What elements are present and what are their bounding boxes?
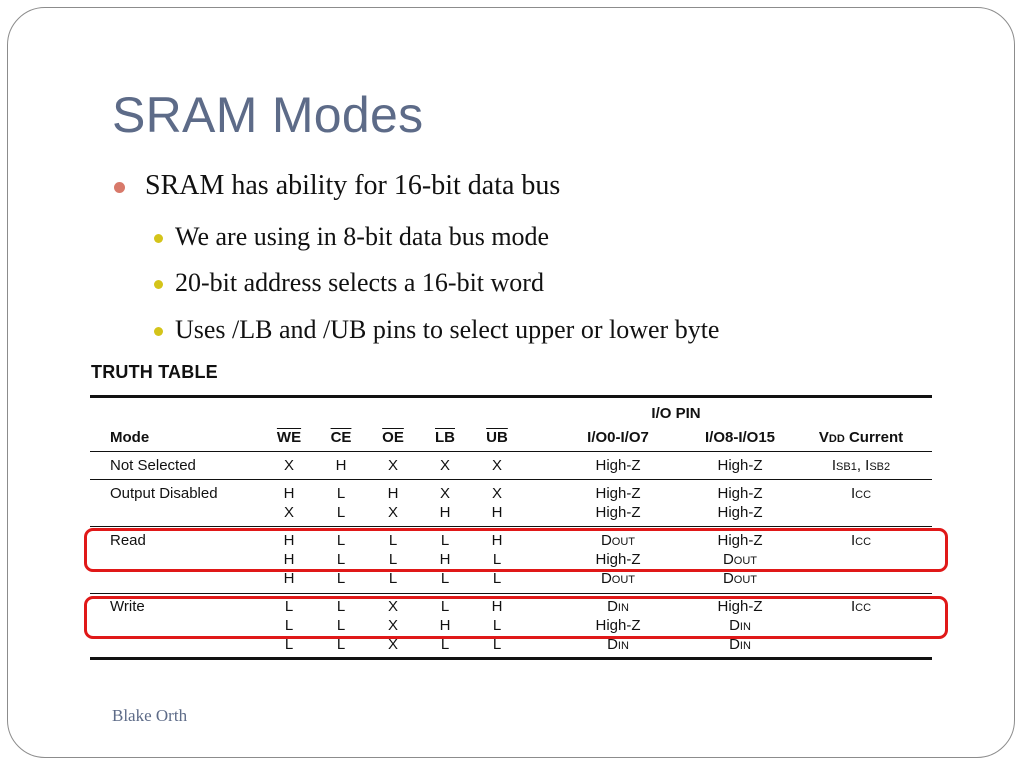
- cell-we: X: [283, 504, 295, 521]
- bullet-dot-icon: [114, 182, 125, 193]
- cell-lb: L: [440, 532, 450, 549]
- cell-current: ICC: [850, 598, 872, 615]
- cell-lb: L: [440, 598, 450, 615]
- sub-bullet: [175, 268, 544, 298]
- col-vdd-current: VDD Current: [818, 429, 904, 446]
- cell-lb: H: [439, 551, 451, 568]
- cell-io-high: DIN: [729, 617, 751, 634]
- table-row-rule: [90, 593, 932, 594]
- cell-oe: X: [387, 617, 399, 634]
- cell-ce: L: [336, 485, 346, 502]
- cell-we: H: [283, 570, 295, 587]
- cell-oe: X: [387, 504, 399, 521]
- sub-bullet-text: Uses /LB and /UB pins to select upper or lower byte: [175, 315, 720, 344]
- truth-table-heading: TRUTH TABLE: [91, 362, 218, 382]
- cell-ub: X: [491, 457, 503, 474]
- cell-oe: L: [388, 532, 398, 549]
- cell-ub: X: [491, 485, 503, 502]
- cell-current: ISB1, ISB2: [831, 457, 891, 474]
- col-lb: $\overline{LB}$: [435, 429, 455, 446]
- cell-lb: H: [439, 617, 451, 634]
- cell-oe: X: [387, 598, 399, 615]
- cell-lb: X: [439, 485, 451, 502]
- table-header-rule: [90, 451, 932, 452]
- cell-ub: H: [491, 598, 503, 615]
- cell-lb: X: [439, 457, 451, 474]
- cell-io-low: High-Z: [595, 457, 641, 474]
- table-row-rule: [90, 526, 932, 527]
- cell-we: H: [283, 485, 295, 502]
- cell-io-low: High-Z: [595, 504, 641, 521]
- bullet-main: [145, 170, 560, 202]
- cell-we: X: [283, 457, 295, 474]
- cell-ce: L: [336, 570, 346, 587]
- cell-ub: L: [492, 617, 502, 634]
- cell-we: L: [284, 598, 294, 615]
- cell-ce: L: [336, 504, 346, 521]
- mode-label: Output Disabled: [110, 485, 218, 502]
- cell-io-high: High-Z: [717, 485, 763, 502]
- cell-io-high: DOUT: [722, 570, 758, 587]
- sub-bullet: [175, 222, 549, 252]
- col-ub: $\overline{UB}$: [486, 429, 508, 446]
- col-io-low: I/O0-I/O7: [587, 429, 649, 446]
- table-top-rule: [90, 395, 932, 398]
- cell-io-low: DOUT: [600, 532, 636, 549]
- cell-io-low: High-Z: [595, 617, 641, 634]
- cell-io-high: High-Z: [717, 532, 763, 549]
- cell-oe: X: [387, 457, 399, 474]
- cell-ub: H: [491, 504, 503, 521]
- cell-we: H: [283, 551, 295, 568]
- cell-io-high: High-Z: [717, 457, 763, 474]
- cell-oe: L: [388, 551, 398, 568]
- cell-ce: L: [336, 532, 346, 549]
- read-highlight-box: [84, 528, 948, 572]
- cell-current: ICC: [850, 532, 872, 549]
- mode-label: Read: [110, 532, 146, 549]
- slide-title: SRAM Modes: [112, 87, 424, 143]
- io-pin-header: I/O PIN: [651, 405, 701, 422]
- col-mode: Mode: [110, 429, 150, 446]
- cell-io-high: High-Z: [717, 598, 763, 615]
- col-io-high: I/O8-I/O15: [704, 429, 776, 446]
- cell-io-high: High-Z: [717, 504, 763, 521]
- cell-oe: X: [387, 636, 399, 653]
- cell-lb: L: [440, 570, 450, 587]
- cell-ce: L: [336, 598, 346, 615]
- sub-bullet-text: We are using in 8-bit data bus mode: [175, 222, 550, 251]
- cell-io-low: DIN: [607, 636, 629, 653]
- cell-ub: H: [491, 532, 503, 549]
- cell-io-high: DOUT: [722, 551, 758, 568]
- mode-label: Write: [110, 598, 145, 615]
- cell-current: ICC: [850, 485, 872, 502]
- cell-oe: L: [388, 570, 398, 587]
- col-oe: $\overline{OE}$: [382, 429, 404, 446]
- bullet-dot-icon: [154, 234, 163, 243]
- table-bottom-rule: [90, 657, 932, 660]
- col-ce: $\overline{CE}$: [330, 429, 352, 446]
- sub-bullet: [175, 315, 719, 345]
- cell-io-high: DIN: [729, 636, 751, 653]
- cell-ce: L: [336, 617, 346, 634]
- cell-lb: H: [439, 504, 451, 521]
- cell-ce: L: [336, 636, 346, 653]
- cell-we: L: [284, 636, 294, 653]
- cell-io-low: DOUT: [600, 570, 636, 587]
- cell-ce: H: [335, 457, 347, 474]
- cell-io-low: High-Z: [595, 485, 641, 502]
- cell-lb: L: [440, 636, 450, 653]
- mode-label: Not Selected: [110, 457, 196, 474]
- cell-we: H: [283, 532, 295, 549]
- bullet-dot-icon: [154, 280, 163, 289]
- cell-ub: L: [492, 570, 502, 587]
- cell-ce: L: [336, 551, 346, 568]
- cell-oe: H: [387, 485, 399, 502]
- write-highlight-box: [84, 596, 948, 639]
- cell-io-low: DIN: [607, 598, 629, 615]
- cell-we: L: [284, 617, 294, 634]
- slide-footer: Blake Orth: [112, 706, 188, 725]
- table-row-rule: [90, 479, 932, 480]
- cell-ub: L: [492, 636, 502, 653]
- bullet-dot-icon: [154, 327, 163, 336]
- cell-ub: L: [492, 551, 502, 568]
- bullet-main-text: SRAM has ability for 16-bit data bus: [145, 170, 561, 201]
- cell-io-low: High-Z: [595, 551, 641, 568]
- col-we: $\overline{WE}$: [276, 429, 302, 446]
- sub-bullet-text: 20-bit address selects a 16-bit word: [175, 268, 544, 297]
